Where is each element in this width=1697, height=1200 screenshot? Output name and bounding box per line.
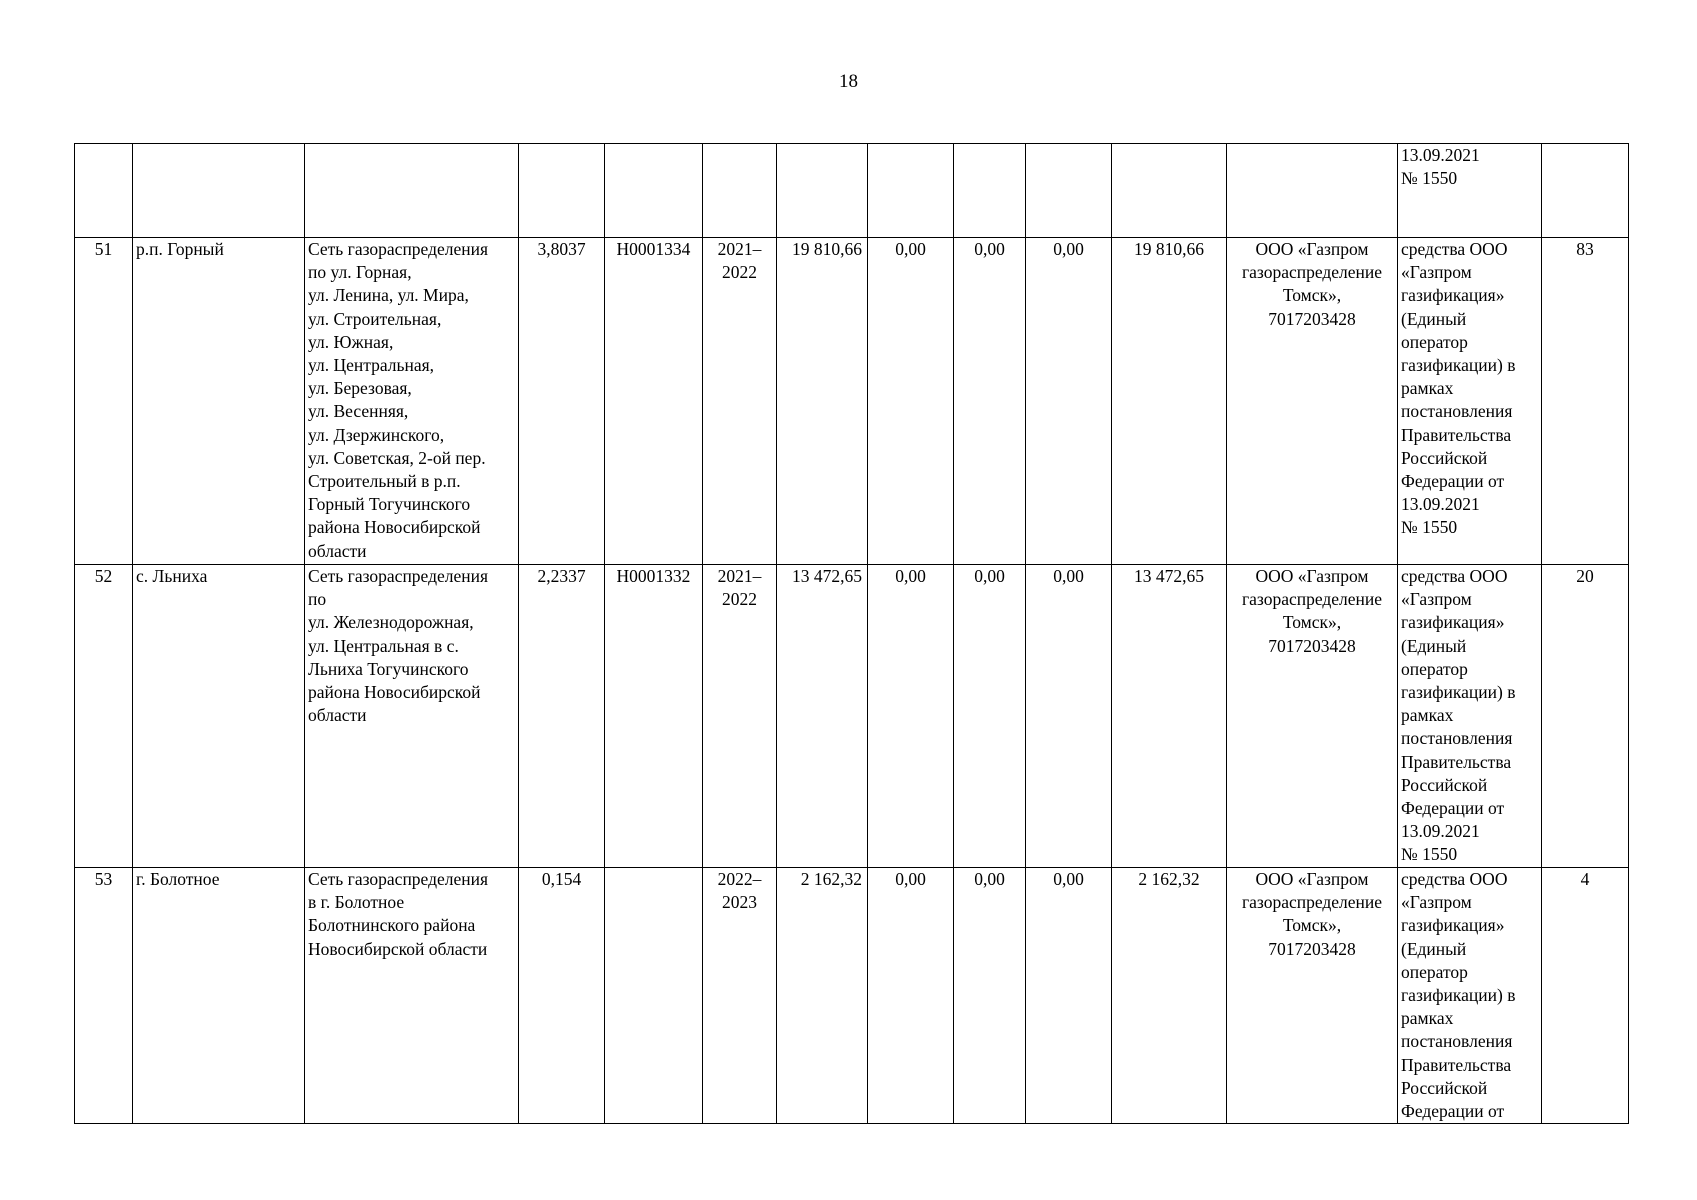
cell-object: Сеть газораспределения по ул. Железнодорожная, ул. Центральная в с. Льниха Тогучинского района Новосибирской области	[305, 565, 519, 868]
cell-value-3: 0,00	[1026, 868, 1112, 1124]
cell-value-1	[868, 144, 954, 238]
cell-settlement: р.п. Горный	[133, 238, 305, 565]
cell-length: 2,2337	[519, 565, 605, 868]
cell-organization: ООО «Газпром газораспределение Томск», 7017203428	[1227, 565, 1398, 868]
cell-object: Сеть газораспределения по ул. Горная, ул. Ленина, ул. Мира, ул. Строительная, ул. Южная, ул. Центральная, ул. Березовая, ул. Весенняя, ул. Дзержинского, ул. Советская, 2-ой пер. Строительный в р.п. Горный Тогучинского района Новосибирской области	[305, 238, 519, 565]
cell-number: 52	[75, 565, 133, 868]
cell-settlement	[133, 144, 305, 238]
gas-distribution-table	[74, 143, 1629, 1124]
cell-number: 53	[75, 868, 133, 1124]
cell-total	[777, 144, 868, 238]
cell-period: 2022– 2023	[703, 868, 777, 1124]
cell-source: средства ООО «Газпром газификация» (Единый оператор газификации) в рамках постановления Правительства Российской Федерации от 13.09.2021 № 1550	[1398, 238, 1542, 565]
cell-length: 3,8037	[519, 238, 605, 565]
cell-value-3	[1026, 144, 1112, 238]
cell-object: Сеть газораспределения в г. Болотное Болотнинского района Новосибирской области	[305, 868, 519, 1124]
cell-code	[605, 144, 703, 238]
cell-settlement: г. Болотное	[133, 868, 305, 1124]
cell-total: 2 162,32	[777, 868, 868, 1124]
cell-value-1: 0,00	[868, 238, 954, 565]
cell-value-4: 13 472,65	[1112, 565, 1227, 868]
table-row	[75, 565, 1629, 868]
cell-value-3: 0,00	[1026, 565, 1112, 868]
cell-code	[605, 868, 703, 1124]
cell-number: 51	[75, 238, 133, 565]
cell-count: 4	[1542, 868, 1629, 1124]
cell-value-4: 19 810,66	[1112, 238, 1227, 565]
cell-length: 0,154	[519, 868, 605, 1124]
cell-settlement: с. Льниха	[133, 565, 305, 868]
cell-total: 19 810,66	[777, 238, 868, 565]
cell-value-1: 0,00	[868, 565, 954, 868]
cell-source: 13.09.2021 № 1550	[1398, 144, 1542, 238]
cell-organization: ООО «Газпром газораспределение Томск», 7017203428	[1227, 868, 1398, 1124]
cell-value-2: 0,00	[954, 565, 1026, 868]
cell-organization: ООО «Газпром газораспределение Томск», 7017203428	[1227, 238, 1398, 565]
cell-value-3: 0,00	[1026, 238, 1112, 565]
cell-count: 83	[1542, 238, 1629, 565]
cell-source: средства ООО «Газпром газификация» (Единый оператор газификации) в рамках постановления Правительства Российской Федерации от	[1398, 868, 1542, 1124]
cell-count	[1542, 144, 1629, 238]
cell-period	[703, 144, 777, 238]
cell-number	[75, 144, 133, 238]
cell-length	[519, 144, 605, 238]
cell-organization	[1227, 144, 1398, 238]
cell-value-4: 2 162,32	[1112, 868, 1227, 1124]
table-row	[75, 144, 1629, 238]
cell-code: Н0001334	[605, 238, 703, 565]
cell-period: 2021– 2022	[703, 565, 777, 868]
cell-value-2	[954, 144, 1026, 238]
cell-object	[305, 144, 519, 238]
table-row	[75, 238, 1629, 565]
cell-code: Н0001332	[605, 565, 703, 868]
page-number: 18	[839, 71, 858, 92]
cell-value-2: 0,00	[954, 238, 1026, 565]
table-row	[75, 868, 1629, 1124]
cell-total: 13 472,65	[777, 565, 868, 868]
cell-value-1: 0,00	[868, 868, 954, 1124]
cell-period: 2021– 2022	[703, 238, 777, 565]
cell-source: средства ООО «Газпром газификация» (Единый оператор газификации) в рамках постановления Правительства Российской Федерации от 13.09.2021 № 1550	[1398, 565, 1542, 868]
cell-count: 20	[1542, 565, 1629, 868]
cell-value-4	[1112, 144, 1227, 238]
cell-value-2: 0,00	[954, 868, 1026, 1124]
